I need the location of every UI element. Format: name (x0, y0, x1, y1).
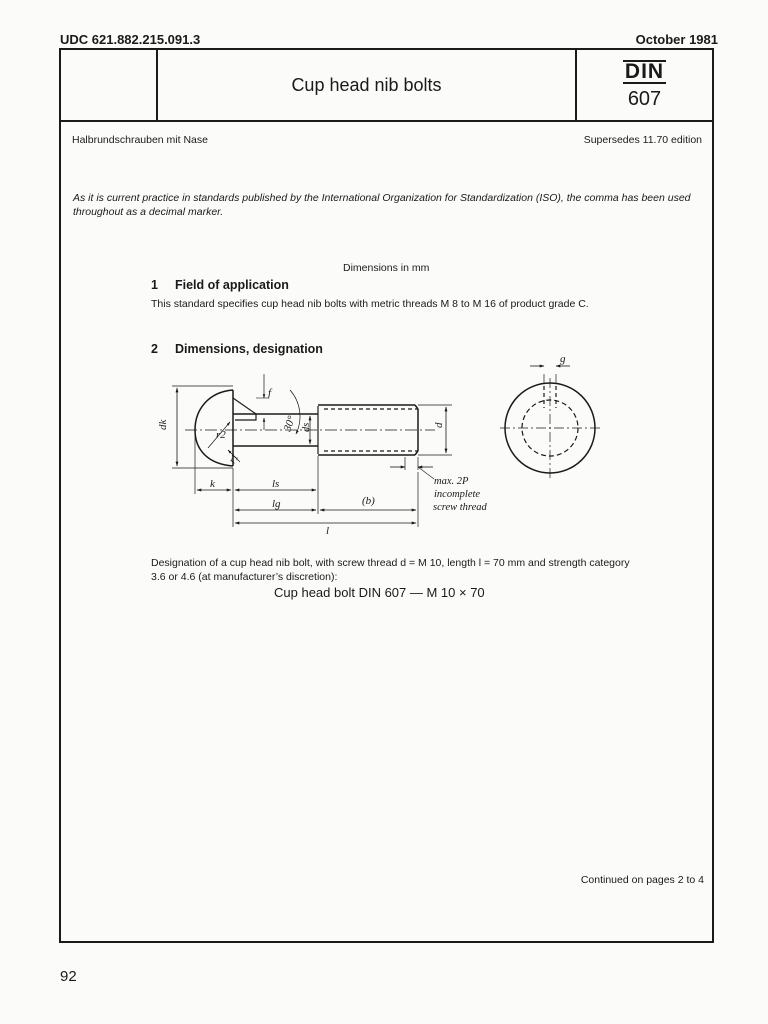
label-f: f (268, 387, 272, 399)
section-2-number: 2 (151, 342, 158, 356)
designation-text: Designation of a cup head nib bolt, with screw thread d = M 10, length l = 70 mm and strength category 3.6 or 4.6 (at manufacturer’s discretion): (151, 557, 630, 583)
header-left-cell (61, 50, 158, 120)
label-dk: dk (157, 419, 169, 430)
label-b: (b) (362, 495, 375, 507)
section-1-title: Field of application (175, 278, 289, 292)
publication-date: October 1981 (635, 32, 718, 47)
label-max2p: max. 2P (434, 476, 469, 487)
din-logo: DIN (624, 60, 665, 83)
din-number: 607 (627, 88, 662, 110)
label-d: d (433, 422, 445, 428)
din-block (577, 50, 712, 120)
section-1-heading (151, 278, 289, 292)
label-ls: ls (272, 478, 280, 490)
label-ds: ds (301, 422, 312, 432)
dimensions-note: Dimensions in mm (343, 262, 430, 274)
label-r2: r2 (216, 429, 226, 441)
continued-note: Continued on pages 2 to 4 (580, 874, 704, 886)
label-r1: r1 (227, 452, 242, 466)
german-title: Halbrundschrauben mit Nase (72, 134, 208, 146)
section-1-number: 1 (151, 278, 158, 292)
decimal-marker-note: As it is current practice in standards published by the International Organization for Standardization (ISO), the comma has been used throughout as a decimal marker. (73, 192, 691, 218)
section-2-title: Dimensions, designation (175, 342, 323, 356)
label-angle: 30° (281, 414, 299, 434)
label-l: l (326, 525, 330, 537)
section-1-text: This standard specifies cup head nib bolts with metric threads M 8 to M 16 of product grade C. (151, 298, 589, 310)
supersedes-note: Supersedes 11.70 edition (583, 134, 702, 146)
page-number: 92 (60, 968, 77, 985)
label-screw-thread: screw thread (433, 502, 487, 513)
bolt-nib (233, 398, 256, 420)
label-k: k (210, 478, 215, 490)
bolt-head (195, 390, 233, 466)
label-lg: lg (272, 498, 281, 510)
label-g: g (560, 353, 566, 365)
udc-number: UDC 621.882.215.091.3 (60, 32, 201, 47)
label-incomplete: incomplete (434, 489, 481, 500)
designation-example: Cup head bolt DIN 607 — M 10 × 70 (274, 585, 485, 600)
header-row (61, 50, 712, 122)
bolt-drawing (150, 352, 620, 537)
document-title: Cup head nib bolts (158, 50, 577, 120)
